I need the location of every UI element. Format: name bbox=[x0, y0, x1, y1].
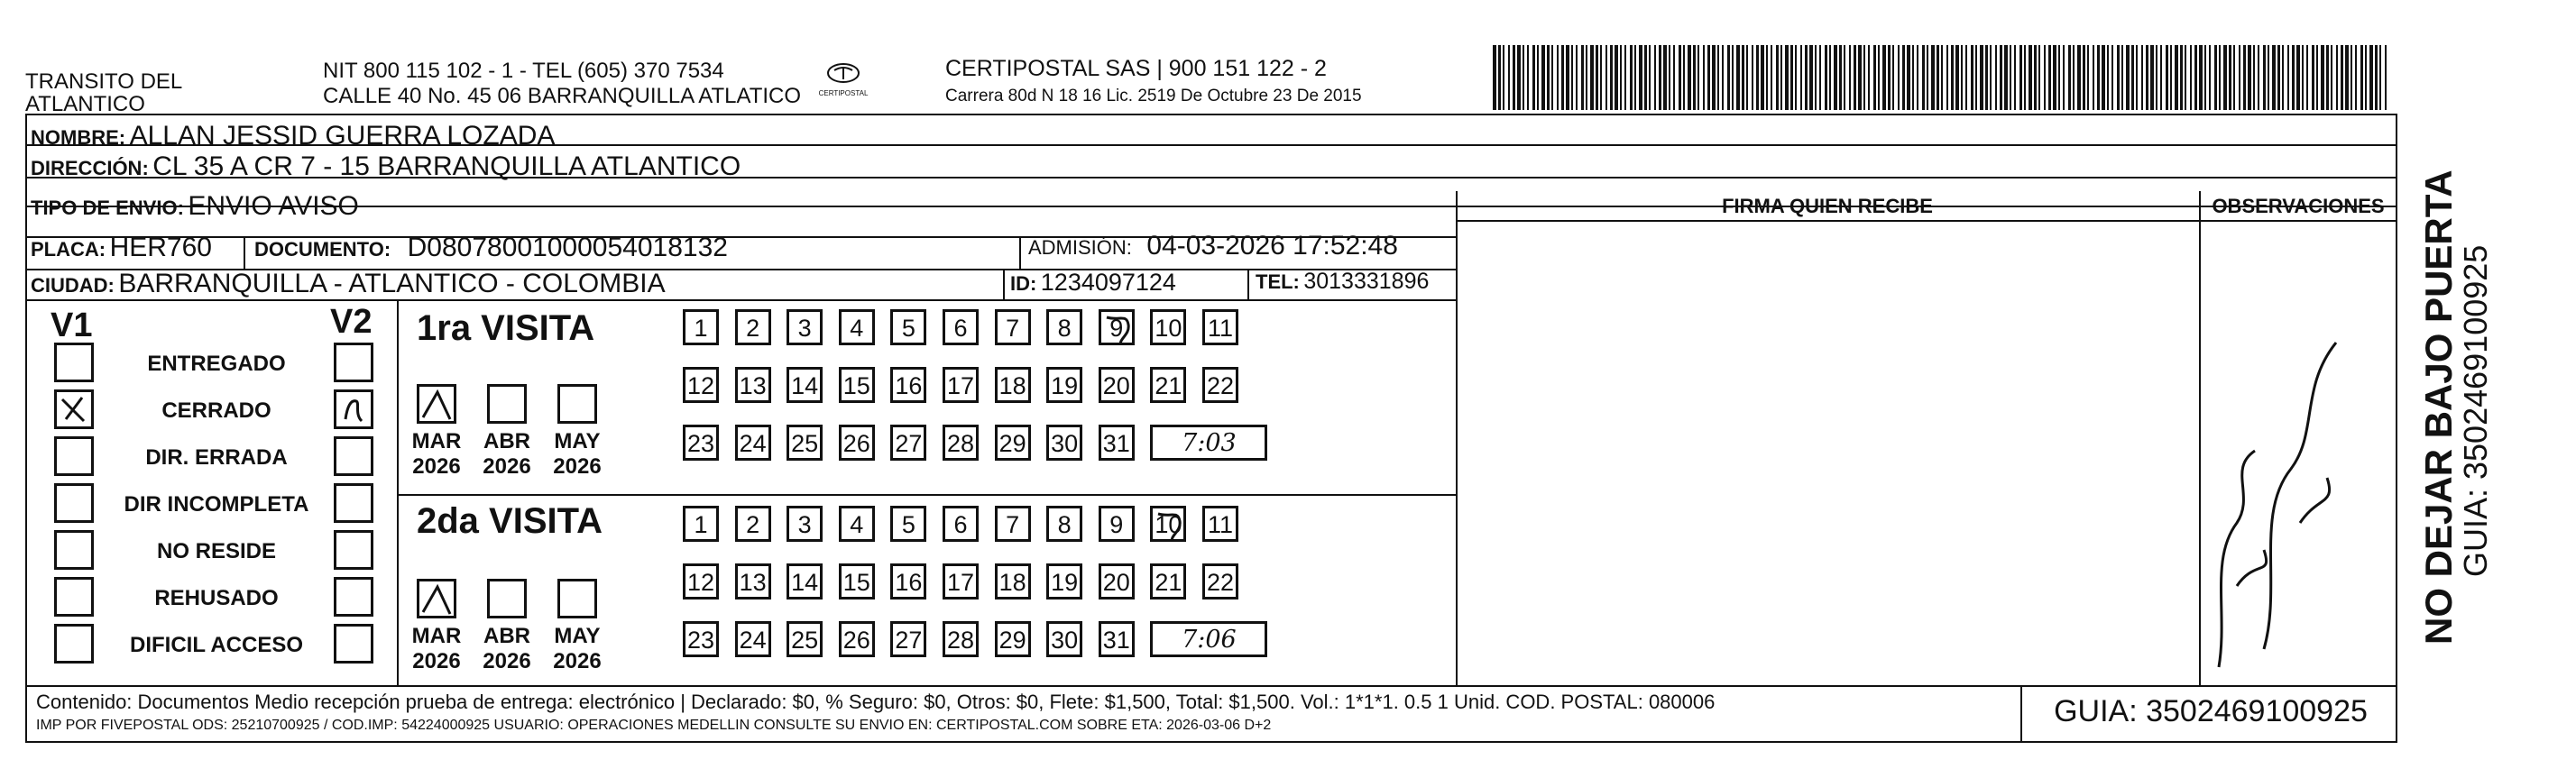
day-box[interactable]: 15 bbox=[839, 367, 875, 403]
day-box[interactable]: 30 bbox=[1046, 425, 1082, 461]
day-box[interactable]: 17 bbox=[943, 563, 979, 600]
month-checkbox[interactable] bbox=[417, 384, 456, 424]
day-box[interactable]: 24 bbox=[735, 425, 771, 461]
side-guia-text: GUIA: 3502469100925 bbox=[2457, 244, 2494, 577]
day-box[interactable]: 17 bbox=[943, 367, 979, 403]
status-label: DIFICIL ACCESO bbox=[129, 633, 303, 657]
nombre-field bbox=[31, 121, 555, 151]
day-box[interactable]: 24 bbox=[735, 621, 771, 657]
month-checkbox[interactable] bbox=[557, 384, 597, 424]
month-label bbox=[548, 429, 606, 480]
tipo-value: ENVIO AVISO bbox=[188, 191, 359, 221]
certipostal-logo bbox=[812, 61, 875, 105]
v1-checkbox[interactable] bbox=[54, 530, 94, 570]
month-year: 2026 bbox=[483, 649, 531, 673]
day-box[interactable]: 25 bbox=[787, 621, 823, 657]
barcode bbox=[1493, 45, 2395, 110]
day-box[interactable]: 6 bbox=[943, 506, 979, 542]
address-line: CALLE 40 No. 45 06 BARRANQUILLA ATLATICO bbox=[323, 84, 802, 108]
firma-header: FIRMA QUIEN RECIBE bbox=[1722, 195, 1933, 217]
certipostal-logo-icon bbox=[825, 61, 861, 85]
month-label bbox=[478, 624, 536, 674]
check-mark-icon bbox=[419, 387, 454, 421]
id-field bbox=[1010, 269, 1176, 297]
day-box[interactable]: 3 bbox=[787, 506, 823, 542]
month-checkbox[interactable] bbox=[487, 384, 527, 424]
v1-checkbox[interactable] bbox=[54, 624, 94, 664]
v1-checkbox[interactable] bbox=[54, 389, 94, 429]
day-box[interactable]: 8 bbox=[1046, 506, 1082, 542]
v2-checkbox[interactable] bbox=[334, 624, 373, 664]
status-label: DIR INCOMPLETA bbox=[124, 492, 309, 517]
day-box[interactable]: 19 bbox=[1046, 367, 1082, 403]
visit-time-box: 7:03 bbox=[1150, 425, 1267, 461]
nit-line: NIT 800 115 102 - 1 - TEL (605) 370 7534 bbox=[323, 59, 724, 83]
direccion-label: DIRECCIÓN: bbox=[31, 157, 149, 179]
nombre-value: ALLAN JESSID GUERRA LOZADA bbox=[129, 121, 556, 151]
day-box[interactable]: 21 bbox=[1150, 367, 1186, 403]
day-box[interactable]: 21 bbox=[1150, 563, 1186, 600]
day-box[interactable]: 16 bbox=[890, 367, 926, 403]
day-box[interactable]: 16 bbox=[890, 563, 926, 600]
month-name: ABR bbox=[483, 429, 530, 453]
day-box[interactable]: 12 bbox=[683, 367, 719, 403]
month-name: ABR bbox=[483, 624, 530, 648]
direccion-field bbox=[31, 151, 741, 182]
v2-checkbox[interactable] bbox=[334, 577, 373, 617]
month-name: MAY bbox=[554, 624, 601, 648]
tel-label: TEL: bbox=[1256, 270, 1300, 293]
id-label: ID: bbox=[1010, 272, 1037, 295]
day-box[interactable]: 12 bbox=[683, 563, 719, 600]
day-box[interactable]: 18 bbox=[995, 367, 1031, 403]
status-label: ENTREGADO bbox=[147, 352, 286, 376]
month-checkbox[interactable] bbox=[487, 579, 527, 618]
v2-checkbox[interactable] bbox=[334, 483, 373, 523]
month-checkbox[interactable] bbox=[417, 579, 456, 618]
barcode-icon bbox=[1493, 45, 2395, 110]
day-box[interactable]: 4 bbox=[839, 309, 875, 345]
contenido-text: Contenido: Documentos Medio recepción prueba de entrega: electrónico | Declarado: $0, % Seguro: $0, Otros: $0, Flete: $1,500, Total: $1,500. Vol.: 1*1*1. 0.5 1 Unid. COD. POSTAL: 080006 bbox=[36, 691, 1716, 713]
month-checkbox[interactable] bbox=[557, 579, 597, 618]
v1-checkbox[interactable] bbox=[54, 436, 94, 476]
day-box[interactable]: 9 bbox=[1099, 506, 1135, 542]
day-box[interactable]: 8 bbox=[1046, 309, 1082, 345]
day-box[interactable]: 7 bbox=[995, 506, 1031, 542]
status-label: NO RESIDE bbox=[156, 539, 277, 563]
placa-label: PLACA: bbox=[31, 238, 106, 261]
day-box[interactable]: 11 bbox=[1202, 506, 1238, 542]
day-box[interactable]: 5 bbox=[890, 309, 926, 345]
month-label bbox=[408, 624, 465, 674]
guia-box: GUIA: 3502469100925 bbox=[2054, 694, 2368, 728]
v1-checkbox[interactable] bbox=[54, 343, 94, 382]
v2-checkbox[interactable] bbox=[334, 530, 373, 570]
tipo-field bbox=[31, 191, 359, 222]
day-box[interactable]: 15 bbox=[839, 563, 875, 600]
month-year: 2026 bbox=[412, 649, 461, 673]
transito-label: TRANSITO DEL ATLANTICO bbox=[25, 69, 182, 116]
day-box[interactable]: 13 bbox=[735, 367, 771, 403]
documento-field bbox=[254, 233, 728, 263]
day-box[interactable]: 23 bbox=[683, 621, 719, 657]
v2-checkbox[interactable] bbox=[334, 436, 373, 476]
v1-header: V1 bbox=[51, 307, 93, 344]
day-box[interactable]: 13 bbox=[735, 563, 771, 600]
month-label bbox=[408, 429, 465, 480]
month-name: MAR bbox=[411, 429, 462, 453]
certipostal-address: Carrera 80d N 18 16 Lic. 2519 De Octubre 23 De 2015 bbox=[945, 87, 1362, 105]
day-box[interactable]: 28 bbox=[943, 621, 979, 657]
v1-checkbox[interactable] bbox=[54, 483, 94, 523]
month-label bbox=[478, 429, 536, 480]
day-box[interactable]: 27 bbox=[890, 425, 926, 461]
day-box[interactable]: 31 bbox=[1099, 425, 1135, 461]
day-box[interactable]: 22 bbox=[1202, 367, 1238, 403]
day-box[interactable]: 23 bbox=[683, 425, 719, 461]
day-box[interactable]: 25 bbox=[787, 425, 823, 461]
v1-checkbox[interactable] bbox=[54, 577, 94, 617]
id-value: 1234097124 bbox=[1040, 269, 1176, 296]
month-year: 2026 bbox=[412, 454, 461, 479]
day-box[interactable]: 31 bbox=[1099, 621, 1135, 657]
ciudad-field bbox=[31, 269, 666, 299]
ciudad-label: CIUDAD: bbox=[31, 274, 115, 297]
day-box[interactable]: 10 bbox=[1150, 309, 1186, 345]
day-box[interactable]: 29 bbox=[995, 425, 1031, 461]
day-box[interactable]: 3 bbox=[787, 309, 823, 345]
day-box[interactable]: 28 bbox=[943, 425, 979, 461]
month-year: 2026 bbox=[553, 454, 602, 479]
tel-value: 3013331896 bbox=[1303, 269, 1430, 294]
no-dejar-text: NO DEJAR BAJO PUERTA bbox=[2417, 169, 2460, 645]
month-label bbox=[548, 624, 606, 674]
status-label: DIR. ERRADA bbox=[145, 445, 288, 470]
visit-time-box: 7:06 bbox=[1150, 621, 1267, 657]
certipostal-logo-text: CERTIPOSTAL bbox=[818, 89, 869, 97]
day-box[interactable]: 19 bbox=[1046, 563, 1082, 600]
documento-label: DOCUMENTO: bbox=[254, 238, 391, 261]
day-box[interactable]: 14 bbox=[787, 563, 823, 600]
direccion-value: CL 35 A CR 7 - 15 BARRANQUILLA ATLANTICO bbox=[152, 151, 741, 181]
day-box[interactable]: 20 bbox=[1099, 563, 1135, 600]
first-visit-title: 1ra VISITA bbox=[417, 308, 595, 348]
placa-value: HER760 bbox=[109, 233, 212, 262]
status-label: REHUSADO bbox=[154, 586, 279, 610]
day-box[interactable]: 26 bbox=[839, 621, 875, 657]
day-mark-icon bbox=[1101, 312, 1134, 344]
day-box[interactable]: 10 bbox=[1150, 506, 1186, 542]
check-mark-icon bbox=[419, 581, 454, 616]
ciudad-value: BARRANQUILLA - ATLANTICO - COLOMBIA bbox=[118, 269, 666, 298]
day-box[interactable]: 29 bbox=[995, 621, 1031, 657]
day-box[interactable]: 7 bbox=[995, 309, 1031, 345]
day-box[interactable]: 14 bbox=[787, 367, 823, 403]
day-box[interactable]: 9 bbox=[1099, 309, 1135, 345]
day-box[interactable]: 6 bbox=[943, 309, 979, 345]
month-name: MAR bbox=[411, 624, 462, 648]
day-box[interactable]: 22 bbox=[1202, 563, 1238, 600]
tipo-label: TIPO DE ENVIO: bbox=[31, 197, 184, 219]
check-mark-icon bbox=[57, 392, 91, 426]
certipostal-name: CERTIPOSTAL SAS | 900 151 122 - 2 bbox=[945, 56, 1327, 81]
month-year: 2026 bbox=[483, 454, 531, 479]
day-box[interactable]: 5 bbox=[890, 506, 926, 542]
v2-checkbox[interactable] bbox=[334, 389, 373, 429]
day-box[interactable]: 2 bbox=[735, 309, 771, 345]
day-box[interactable]: 1 bbox=[683, 506, 719, 542]
day-box[interactable]: 26 bbox=[839, 425, 875, 461]
day-box[interactable]: 1 bbox=[683, 309, 719, 345]
month-name: MAY bbox=[554, 429, 601, 453]
day-box[interactable]: 11 bbox=[1202, 309, 1238, 345]
tel-field bbox=[1256, 269, 1429, 295]
day-box[interactable]: 30 bbox=[1046, 621, 1082, 657]
check-mark-icon bbox=[336, 392, 371, 426]
day-box[interactable]: 4 bbox=[839, 506, 875, 542]
v2-header: V2 bbox=[330, 303, 373, 341]
status-label: CERRADO bbox=[161, 398, 271, 423]
signature bbox=[2201, 288, 2381, 685]
observaciones-header: OBSERVACIONES bbox=[2212, 195, 2385, 217]
day-box[interactable]: 27 bbox=[890, 621, 926, 657]
day-box[interactable]: 2 bbox=[735, 506, 771, 542]
documento-value: D08078001000054018132 bbox=[407, 233, 728, 262]
day-box[interactable]: 20 bbox=[1099, 367, 1135, 403]
day-mark-icon bbox=[1153, 508, 1185, 541]
second-visit-title: 2da VISITA bbox=[417, 501, 603, 541]
admision-value: 04-03-2026 17:52:48 bbox=[1146, 231, 1398, 261]
admision-field bbox=[1028, 231, 1398, 261]
admision-label: ADMISIÓN: bbox=[1028, 236, 1132, 259]
placa-field bbox=[31, 233, 212, 263]
day-box[interactable]: 18 bbox=[995, 563, 1031, 600]
month-year: 2026 bbox=[553, 649, 602, 673]
v2-checkbox[interactable] bbox=[334, 343, 373, 382]
nombre-label: NOMBRE: bbox=[31, 126, 126, 149]
imp-text: IMP POR FIVEPOSTAL ODS: 25210700925 / COD.IMP: 54224000925 USUARIO: OPERACIONES MEDELLIN CONSULTE SU ENVIO EN: CERTIPOSTAL.COM SOBRE ETA: 2026-03-06 D+2 bbox=[36, 718, 1272, 733]
signature-icon bbox=[2201, 288, 2381, 685]
